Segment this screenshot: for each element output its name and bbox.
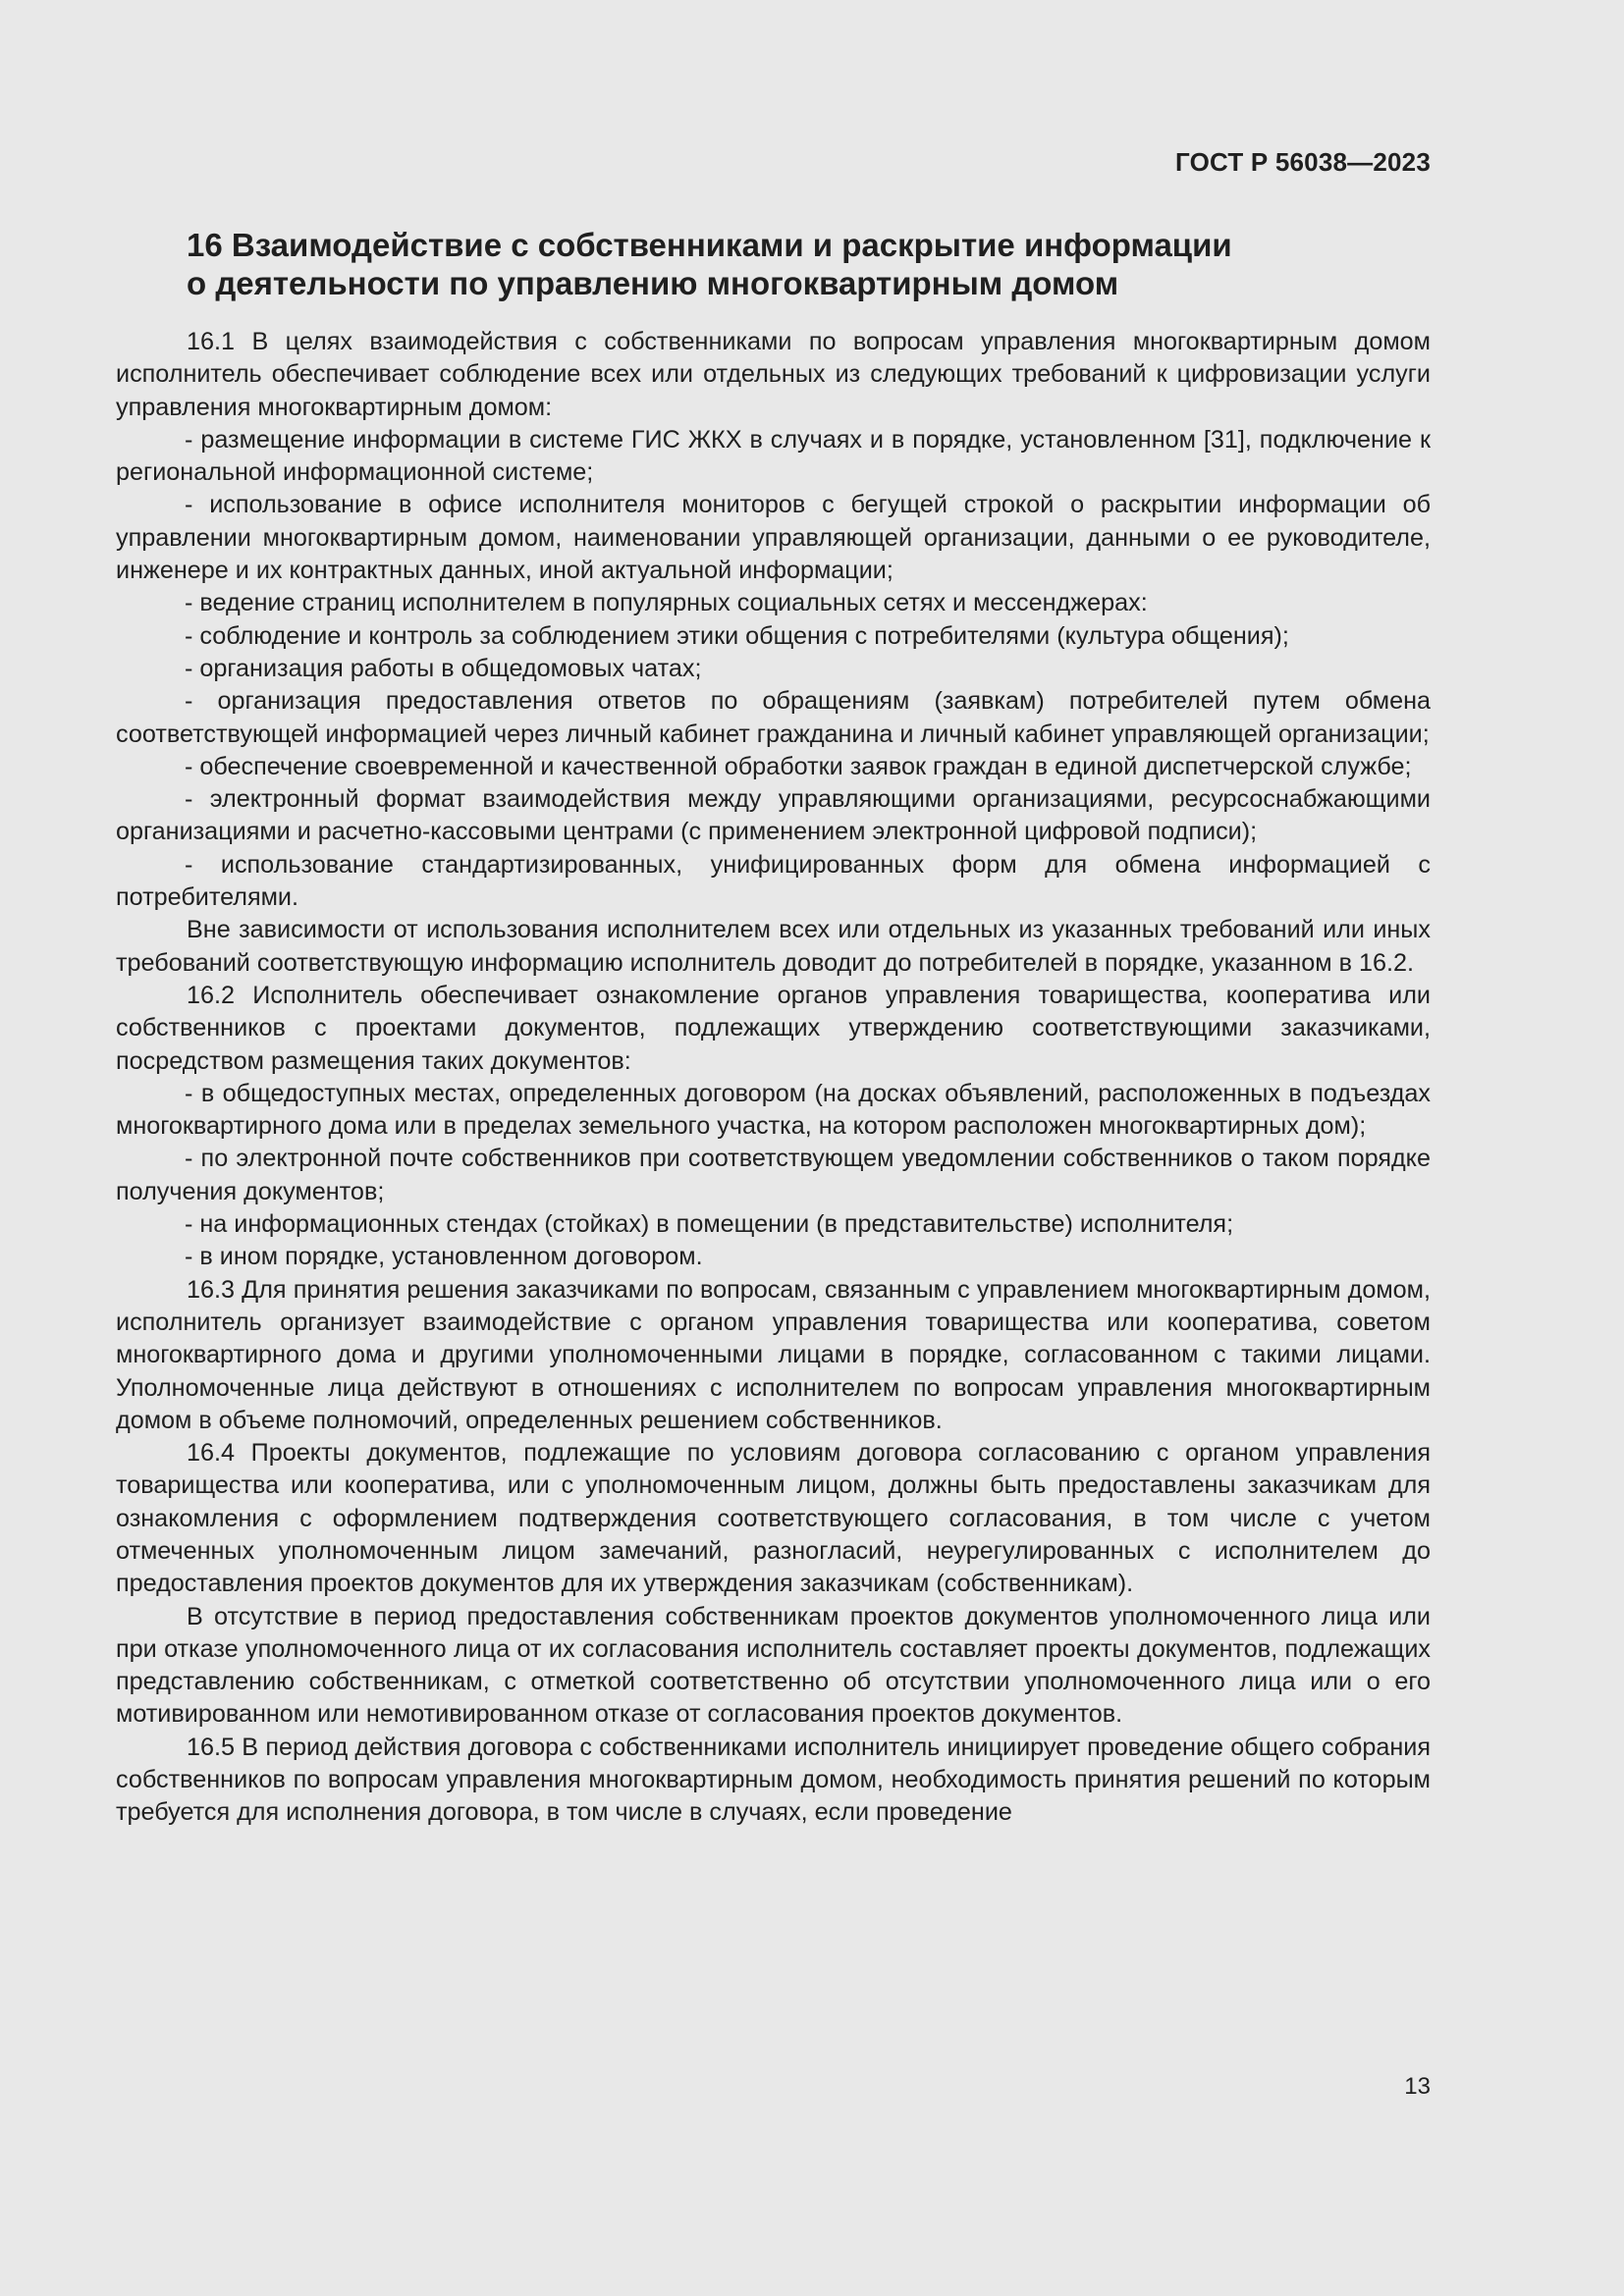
list-item: - использование в офисе исполнителя мониторов с бегущей строкой о раскрытии информации об управлении многоквартирным домом, наименовании управляющей организации, данными о ее руководителе, инженере и их контрактных данных, иной актуальной информации;	[116, 491, 1431, 585]
paragraph-16-2: 16.2 Исполнитель обеспечивает ознакомление органов управления товарищества, кооператива или собственников с проектами документов, подлежащих утверждению соответствующими заказчиками, посредством размещения таких документов:	[116, 981, 1431, 1075]
list-item: - организация работы в общедомовых чатах;	[185, 654, 702, 682]
list-item: - использование стандартизированных, унифицированных форм для обмена информацией с потребителями.	[116, 850, 1431, 912]
list-item: - в общедоступных местах, определенных договором (на досках объявлений, расположенных в подъездах многоквартирного дома или в пределах земельного участка, на котором расположен многоквартирных дом);	[116, 1079, 1431, 1141]
paragraph-16-4: 16.4 Проекты документов, подлежащие по условиям договора согласованию с органом управления товарищества или кооператива, или с уполномоченным лицом, должны быть предоставлены заказчикам для ознакомления с оформлением подтверждения соответствующего согласования, в том числе с учетом отмеченных уполномоченным лицом замечаний, разногласий, неурегулированных с исполнителем до предоставления проектов документов для их утверждения заказчикам (собственникам).	[116, 1439, 1431, 1598]
page-number: 13	[1404, 2073, 1431, 2100]
paragraph-16-1-note: Вне зависимости от использования исполнителем всех или отдельных из указанных требований или иных требований соответствующую информацию исполнитель доводит до потребителей в порядке, указанном в 16.2.	[116, 916, 1431, 977]
paragraph-16-3: 16.3 Для принятия решения заказчиками по вопросам, связанным с управлением многоквартирным домом, исполнитель организует взаимодействие с органом управления товарищества или кооператива, советом многоквартирного дома и другими уполномоченными лицами в порядке, согласованном с такими лицами. Уполномоченные лица действуют в отношениях с исполнителем по вопросам управления многоквартирным домом в объеме полномочий, определенных решением собственников.	[116, 1275, 1431, 1434]
paragraph-16-4-note: В отсутствие в период предоставления собственникам проектов документов уполномоченного лица или при отказе уполномоченного лица от их согласования исполнитель составляет проекты документов, подлежащих представлению собственникам, с отметкой соответственно об отсутствии уполномоченного лица или о его мотивированном или немотивированном отказе от согласования проектов документов.	[116, 1602, 1431, 1729]
paragraph-16-1: 16.1 В целях взаимодействия с собственниками по вопросам управления многоквартирным домом исполнитель обеспечивает соблюдение всех или отдельных из следующих требований к цифровизации услуги управления многоквартирным домом:	[116, 328, 1431, 421]
list-item: - ведение страниц исполнителем в популярных социальных сетях и мессенджерах:	[185, 589, 1148, 617]
list-item: - по электронной почте собственников при соответствующем уведомлении собственников о таком порядке получения документов;	[116, 1145, 1431, 1205]
list-item: - организация предоставления ответов по обращениям (заявкам) потребителей путем обмена соответствующей информацией через личный кабинет гражданина и личный кабинет управляющей организации;	[116, 687, 1431, 748]
list-item: - обеспечение своевременной и качественной обработки заявок граждан в единой диспетчерской службе;	[185, 752, 1412, 780]
section-body	[116, 326, 1431, 1830]
list-item: - электронный формат взаимодействия между управляющими организациями, ресурсоснабжающими организациями и расчетно-кассовыми центрами (с применением электронной цифровой подписи);	[116, 785, 1431, 846]
section-title	[187, 226, 1365, 302]
list-item: - на информационных стендах (стойках) в помещении (в представительстве) исполнителя;	[185, 1210, 1234, 1239]
paragraph-16-5: 16.5 В период действия договора с собственниками исполнитель инициирует проведение общего собрания собственников по вопросам управления многоквартирным домом, необходимость принятия решений по которым требуется для исполнения договора, в том числе в случаях, если проведение	[116, 1733, 1431, 1827]
list-item: - размещение информации в системе ГИС ЖКХ в случаях и в порядке, установленном [31], подключение к региональной информационной системе;	[116, 425, 1431, 487]
standard-code-header: ГОСТ Р 56038—2023	[1175, 147, 1431, 177]
section-title-line-1: 16 Взаимодействие с собственниками и раскрытие информации	[187, 227, 1232, 263]
list-item: - в ином порядке, установленном договором.	[185, 1243, 703, 1271]
section-title-line-2: о деятельности по управлению многоквартирным домом	[187, 265, 1119, 301]
list-item: - соблюдение и контроль за соблюдением этики общения с потребителями (культура общения);	[185, 621, 1289, 650]
